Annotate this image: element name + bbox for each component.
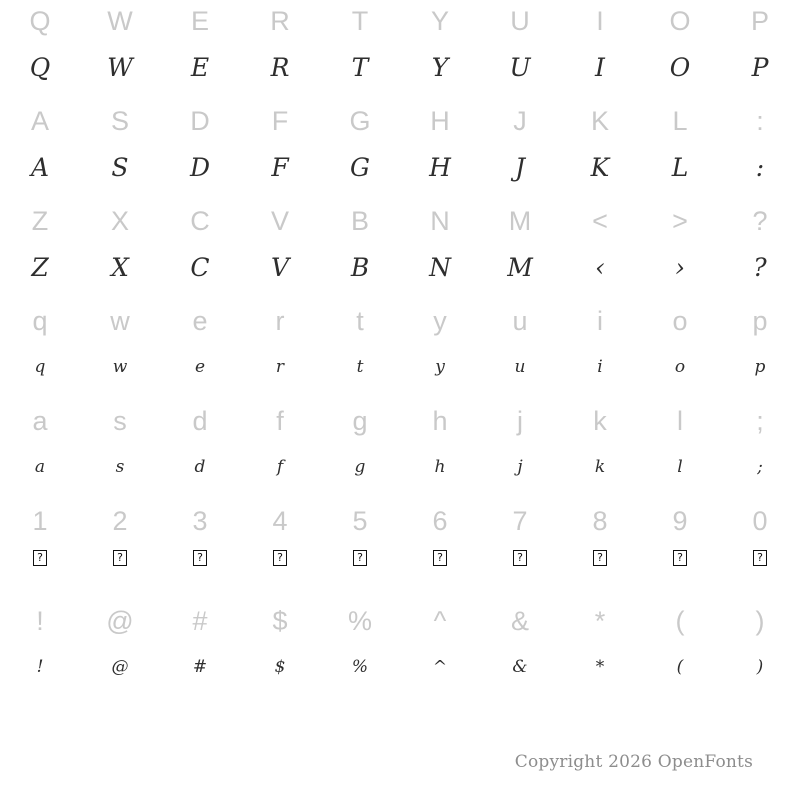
key-label: 8 xyxy=(592,505,608,536)
glyph-cell xyxy=(480,200,560,300)
key-label: # xyxy=(192,605,208,636)
key-label: & xyxy=(510,605,529,636)
key-label: M xyxy=(508,205,532,236)
glyph-cell xyxy=(0,600,80,700)
key-label: 1 xyxy=(32,505,48,536)
key-label: h xyxy=(432,405,448,436)
glyph-sample: S xyxy=(111,152,129,182)
glyph-sample: B xyxy=(350,252,370,282)
key-label: 5 xyxy=(352,505,368,536)
glyph-cell xyxy=(320,500,400,600)
glyph-cell xyxy=(320,600,400,700)
copyright-notice: Copyright 2026 OpenFonts xyxy=(514,752,753,772)
glyph-cell xyxy=(480,100,560,200)
glyph-cell xyxy=(80,400,160,500)
glyph-cell xyxy=(240,0,320,100)
key-label: s xyxy=(113,405,127,436)
glyph-cell xyxy=(80,600,160,700)
key-label: ! xyxy=(36,605,44,636)
key-label: e xyxy=(192,305,208,336)
key-label: W xyxy=(107,5,133,36)
key-label: $ xyxy=(272,605,288,636)
key-label: ; xyxy=(756,405,764,436)
glyph-sample: A xyxy=(30,152,50,182)
glyph-cell xyxy=(400,600,480,700)
glyph-cell xyxy=(0,0,80,100)
key-label: R xyxy=(270,5,290,36)
glyph-cell xyxy=(720,500,800,600)
glyph-cell xyxy=(160,400,240,500)
glyph-cell xyxy=(640,100,720,200)
glyph-cell xyxy=(400,400,480,500)
glyph-cell xyxy=(640,200,720,300)
glyph-sample: g xyxy=(354,456,366,477)
glyph-sample: u xyxy=(514,356,526,377)
glyph-cell xyxy=(560,300,640,400)
glyph-sample: s xyxy=(115,456,125,477)
key-label: 7 xyxy=(512,505,528,536)
glyph-sample: ; xyxy=(757,456,763,477)
glyph-cell xyxy=(160,300,240,400)
key-label: 3 xyxy=(192,505,208,536)
glyph-cell xyxy=(640,600,720,700)
key-label: j xyxy=(517,405,523,436)
key-label: p xyxy=(752,305,768,336)
glyph-cell xyxy=(80,0,160,100)
key-label: 0 xyxy=(752,505,768,536)
key-label: P xyxy=(750,5,769,36)
glyph-sample: ) xyxy=(756,656,764,677)
glyph-sample: & xyxy=(512,656,528,677)
glyph-sample: ! xyxy=(36,656,44,677)
key-label: X xyxy=(110,205,129,236)
glyph-cell xyxy=(560,200,640,300)
glyph-sample: h xyxy=(434,456,446,477)
glyph-cell xyxy=(240,300,320,400)
glyph-sample: f xyxy=(276,456,284,477)
key-label: J xyxy=(513,105,527,136)
glyph-cell xyxy=(320,100,400,200)
glyph-cell xyxy=(320,200,400,300)
glyph-sample: a xyxy=(34,456,46,477)
glyph-cell xyxy=(160,100,240,200)
glyph-sample: J xyxy=(514,152,526,182)
glyph-sample: ? xyxy=(673,550,687,566)
glyph-sample: U xyxy=(509,52,531,82)
key-label: Z xyxy=(31,205,49,236)
key-label: ( xyxy=(675,605,685,636)
glyph-cell xyxy=(560,500,640,600)
glyph-cell xyxy=(0,300,80,400)
key-label: 6 xyxy=(432,505,448,536)
glyph-cell xyxy=(240,600,320,700)
glyph-cell xyxy=(560,600,640,700)
key-label: u xyxy=(512,305,528,336)
glyph-sample: F xyxy=(271,152,289,182)
glyph-sample: W xyxy=(107,52,133,82)
glyph-cell xyxy=(720,0,800,100)
glyph-cell xyxy=(80,300,160,400)
key-label: ) xyxy=(755,605,765,636)
glyph-sample: ? xyxy=(753,252,767,282)
key-label: f xyxy=(276,405,284,436)
glyph-cell xyxy=(240,100,320,200)
glyph-sample: ? xyxy=(193,550,207,566)
glyph-cell xyxy=(720,400,800,500)
glyph-sample: ^ xyxy=(432,656,448,677)
glyph-cell xyxy=(160,600,240,700)
glyph-sample: V xyxy=(270,252,290,282)
glyph-cell xyxy=(480,300,560,400)
glyph-cell xyxy=(640,0,720,100)
key-label: I xyxy=(596,5,604,36)
glyph-cell xyxy=(0,100,80,200)
key-label: % xyxy=(347,605,372,636)
glyph-cell xyxy=(400,200,480,300)
glyph-cell xyxy=(400,100,480,200)
key-label: l xyxy=(677,405,683,436)
key-label: O xyxy=(669,5,691,36)
glyph-sample: X xyxy=(111,252,129,282)
glyph-sample: C xyxy=(190,252,210,282)
glyph-sample: › xyxy=(675,252,685,282)
glyph-sample: ? xyxy=(593,550,607,566)
key-label: T xyxy=(351,5,369,36)
glyph-sample: k xyxy=(594,456,606,477)
glyph-cell xyxy=(720,600,800,700)
key-label: G xyxy=(349,105,371,136)
glyph-cell xyxy=(560,100,640,200)
glyph-cell xyxy=(720,100,800,200)
glyph-cell xyxy=(400,0,480,100)
key-label: @ xyxy=(106,605,134,636)
glyph-sample: D xyxy=(189,152,211,182)
key-label: a xyxy=(32,405,48,436)
glyph-cell xyxy=(640,500,720,600)
key-label: A xyxy=(30,105,49,136)
glyph-sample: t xyxy=(356,356,364,377)
key-label: : xyxy=(756,105,764,136)
glyph-sample: r xyxy=(275,356,285,377)
key-label: V xyxy=(270,205,289,236)
key-label: y xyxy=(433,305,447,336)
glyph-sample: P xyxy=(751,52,769,82)
glyph-cell xyxy=(480,0,560,100)
glyph-sample: Q xyxy=(29,52,51,82)
glyph-sample: : xyxy=(755,152,765,182)
glyph-sample: ? xyxy=(353,550,367,566)
glyph-sample: ? xyxy=(753,550,767,566)
key-label: S xyxy=(110,105,129,136)
key-label: g xyxy=(352,405,368,436)
glyph-cell xyxy=(240,400,320,500)
glyph-cell xyxy=(0,500,80,600)
glyph-sample: I xyxy=(595,52,605,82)
key-label: 9 xyxy=(672,505,688,536)
glyph-sample: d xyxy=(194,456,206,477)
glyph-sample: K xyxy=(590,152,610,182)
glyph-sample: M xyxy=(507,252,533,282)
key-label: Y xyxy=(430,5,449,36)
glyph-sample: ‹ xyxy=(595,252,605,282)
glyph-cell xyxy=(320,300,400,400)
key-label: B xyxy=(350,205,369,236)
glyph-sample: ( xyxy=(676,656,684,677)
glyph-sample: O xyxy=(669,52,691,82)
key-label: i xyxy=(597,305,603,336)
glyph-cell xyxy=(160,0,240,100)
glyph-sample: Z xyxy=(31,252,49,282)
glyph-cell xyxy=(80,500,160,600)
glyph-sample: ? xyxy=(113,550,127,566)
glyph-sample: N xyxy=(429,252,451,282)
glyph-sample: i xyxy=(597,356,603,377)
key-label: D xyxy=(190,105,210,136)
key-label: F xyxy=(271,105,289,136)
glyph-sample: T xyxy=(351,52,369,82)
glyph-cell xyxy=(640,400,720,500)
glyph-sample: y xyxy=(435,356,445,377)
key-label: k xyxy=(593,405,607,436)
key-label: L xyxy=(672,105,688,136)
glyph-sample: ? xyxy=(513,550,527,566)
glyph-sample: H xyxy=(429,152,451,182)
key-label: o xyxy=(672,305,688,336)
glyph-sample: q xyxy=(34,356,46,377)
key-label: > xyxy=(672,205,688,236)
key-label: 2 xyxy=(112,505,128,536)
glyph-sample: l xyxy=(677,456,683,477)
key-label: E xyxy=(190,5,209,36)
glyph-cell xyxy=(720,300,800,400)
glyph-sample: ? xyxy=(433,550,447,566)
key-label: < xyxy=(592,205,608,236)
glyph-cell xyxy=(560,0,640,100)
glyph-sample: Y xyxy=(431,52,449,82)
key-label: r xyxy=(275,305,285,336)
glyph-sample: @ xyxy=(111,656,129,677)
key-label: K xyxy=(590,105,609,136)
glyph-cell xyxy=(80,200,160,300)
glyph-cell xyxy=(400,300,480,400)
glyph-sample: o xyxy=(674,356,686,377)
glyph-sample: e xyxy=(194,356,206,377)
glyph-cell xyxy=(160,200,240,300)
glyph-sample: ? xyxy=(33,550,47,566)
glyph-cell xyxy=(160,500,240,600)
glyph-cell xyxy=(0,200,80,300)
glyph-cell xyxy=(480,500,560,600)
key-label: ? xyxy=(752,205,768,236)
key-label: Q xyxy=(29,5,51,36)
glyph-sample: * xyxy=(595,656,605,677)
glyph-cell xyxy=(400,500,480,600)
glyph-cell xyxy=(480,600,560,700)
glyph-cell xyxy=(240,500,320,600)
glyph-sample: E xyxy=(190,52,210,82)
glyph-sample: G xyxy=(350,152,370,182)
glyph-cell xyxy=(320,0,400,100)
glyph-sample: p xyxy=(754,356,766,377)
key-label: w xyxy=(110,305,130,336)
key-label: N xyxy=(430,205,450,236)
glyph-sample: # xyxy=(192,656,208,677)
glyph-sample: % xyxy=(351,656,369,677)
key-label: d xyxy=(192,405,208,436)
key-label: ^ xyxy=(433,605,447,636)
glyph-sample: $ xyxy=(274,656,286,677)
key-label: U xyxy=(510,5,530,36)
key-label: t xyxy=(356,305,364,336)
key-label: q xyxy=(32,305,48,336)
glyph-sample: L xyxy=(671,152,689,182)
glyph-sample: ? xyxy=(273,550,287,566)
glyph-cell xyxy=(560,400,640,500)
key-label: * xyxy=(594,605,606,636)
key-label: 4 xyxy=(272,505,288,536)
glyph-cell xyxy=(720,200,800,300)
glyph-cell xyxy=(320,400,400,500)
key-label: H xyxy=(430,105,450,136)
glyph-cell xyxy=(0,400,80,500)
glyph-cell xyxy=(640,300,720,400)
glyph-sample: j xyxy=(517,456,523,477)
glyph-sample: R xyxy=(270,52,290,82)
glyph-cell xyxy=(480,400,560,500)
glyph-cell xyxy=(80,100,160,200)
glyph-sample: w xyxy=(112,356,128,377)
key-label: C xyxy=(190,205,210,236)
glyph-cell xyxy=(240,200,320,300)
